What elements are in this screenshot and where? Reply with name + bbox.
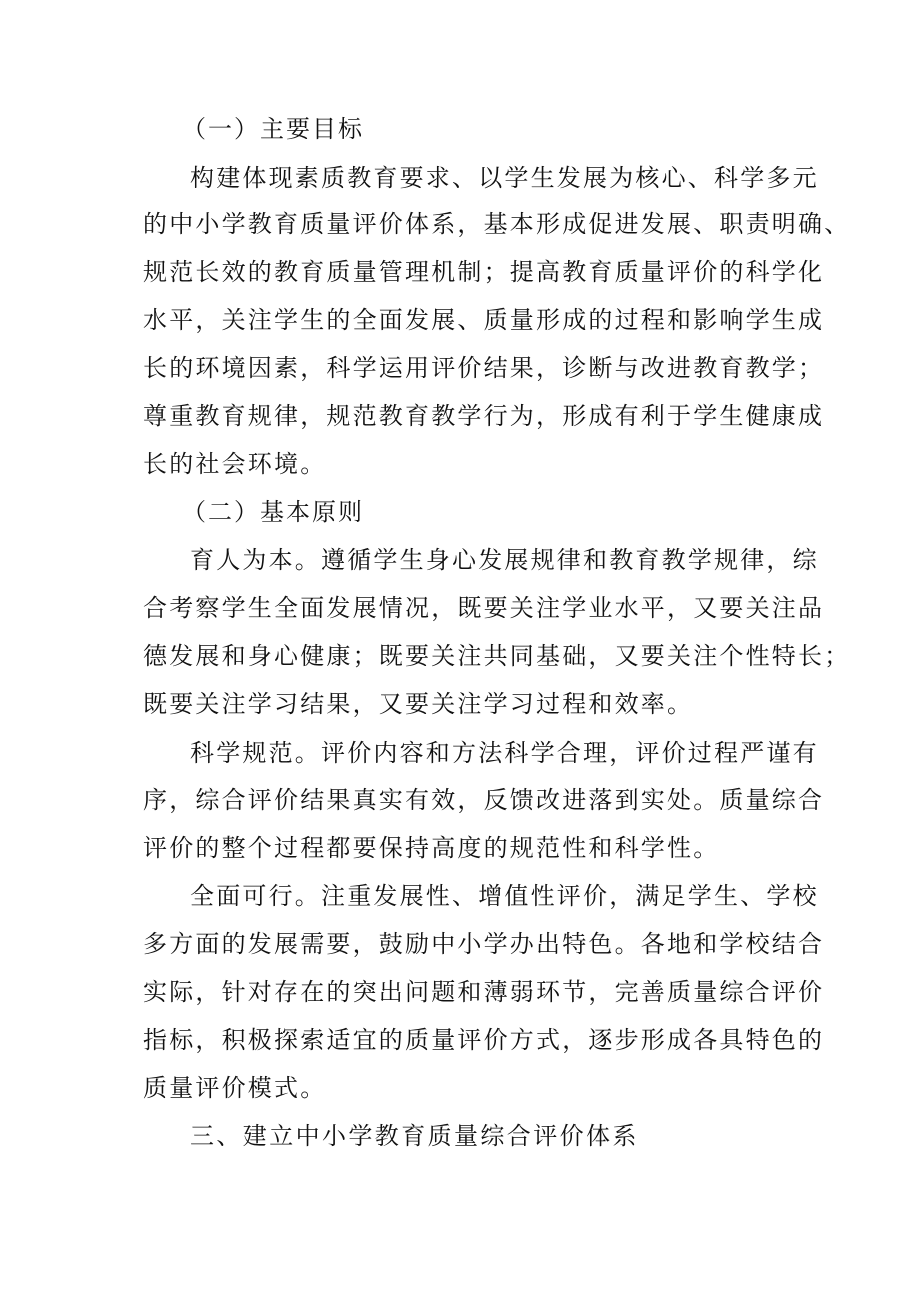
goals-line-5: 长的环境因素，科学运用评价结果，诊断与改进教育教学； [143,354,825,382]
principle-3-line-2: 多方面的发展需要，鼓励中小学办出特色。各地和学校结合 [143,930,825,958]
principle-2-line-3: 评价的整个过程都要保持高度的规范性和科学性。 [143,834,720,862]
principle-1-line-3: 德发展和身心健康；既要关注共同基础，又要关注个性特长； [143,642,851,670]
goals-line-7: 长的社会环境。 [143,450,327,478]
principle-3-line-1: 全面可行。注重发展性、增值性评价，满足学生、学校 [190,882,819,910]
principle-1-line-4: 既要关注学习结果，又要关注学习过程和效率。 [143,690,694,718]
principle-2-line-2: 序，综合评价结果真实有效，反馈改进落到实处。质量综合 [143,786,825,814]
goals-line-1: 构建体现素质教育要求、以学生发展为核心、科学多元 [190,164,819,192]
principle-2-line-1: 科学规范。评价内容和方法科学合理，评价过程严谨有 [190,739,819,767]
principle-3-line-4: 指标，积极探索适宜的质量评价方式，逐步形成各具特色的 [143,1026,825,1054]
section-heading-principles: （二）基本原则 [182,498,364,526]
principle-3-line-5: 质量评价模式。 [143,1074,327,1102]
section-heading-three: 三、建立中小学教育质量综合评价体系 [190,1122,639,1150]
principle-1-line-1: 育人为本。遵循学生身心发展规律和教育教学规律，综 [190,546,819,574]
principle-3-line-3: 实际，针对存在的突出问题和薄弱环节，完善质量综合评价 [143,978,825,1006]
section-heading-goals: （一）主要目标 [182,115,364,143]
goals-line-6: 尊重教育规律，规范教育教学行为，形成有利于学生健康成 [143,402,825,430]
principle-1-line-2: 合考察学生全面发展情况，既要关注学业水平，又要关注品 [143,594,825,622]
goals-line-2: 的中小学教育质量评价体系，基本形成促进发展、职责明确、 [143,210,851,238]
goals-line-3: 规范长效的教育质量管理机制；提高教育质量评价的科学化 [143,258,825,286]
goals-line-4: 水平，关注学生的全面发展、质量形成的过程和影响学生成 [143,306,825,334]
